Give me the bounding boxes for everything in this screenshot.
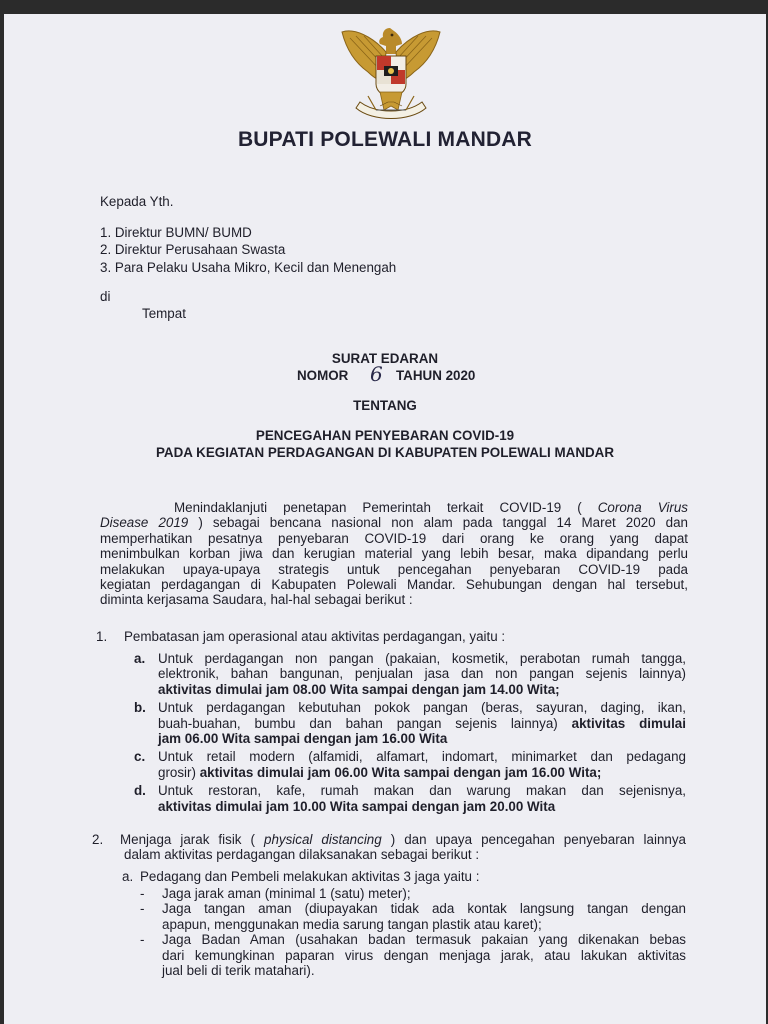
dash-line: jual beli di terik matahari).: [162, 963, 315, 979]
recipient-item: 1. Direktur BUMN/ BUMD: [100, 225, 252, 240]
sub-item-line: Untuk perdagangan kebutuhan pokok pangan (beras, sayuran, daging, ikan,: [158, 700, 686, 716]
sub-item-label: a.: [134, 651, 146, 666]
recipient-item: 3. Para Pelaku Usaha Mikro, Kecil dan Menengah: [100, 260, 397, 275]
paragraph-line: diminta kerjasama Saudara, hal-hal sebagai berikut :: [100, 592, 413, 608]
sub-item-label: c.: [134, 749, 146, 765]
dash-line: dari kemungkinan paparan virus dengan menjaga jarak, atau lakukan aktivitas: [162, 947, 686, 963]
sub-item-d: [134, 783, 686, 814]
garuda-emblem-icon: [336, 18, 446, 124]
dash-line: Jaga Badan Aman (usahakan badan termasuk pakaian yang dikenakan bebas: [162, 932, 686, 948]
sub-item-bold-line: jam 06.00 Wita sampai dengan jam 16.00 Wita: [158, 731, 448, 747]
dash-list: [140, 886, 686, 978]
sub-item-a-label: a.: [122, 869, 134, 884]
point-text: ) dan upaya pencegahan penyebaran lainnya: [390, 832, 686, 847]
paragraph-italic: Disease 2019: [100, 515, 189, 531]
paragraph-line: menimbulkan korban jiwa dan kerugian material yang lebih besar, maka dipandang perlu: [100, 546, 688, 562]
dash-bullet: -: [140, 932, 145, 948]
subject-line: PADA KEGIATAN PERDAGANGAN DI KABUPATEN POLEWALI MANDAR: [156, 445, 614, 460]
sub-item-text: buah-buahan, bumbu dan bahan pangan sejenis lainnya): [158, 715, 558, 731]
letter-title: BUPATI POLEWALI MANDAR: [237, 128, 533, 151]
dash-bullet: -: [140, 901, 145, 917]
point-line: dalam aktivitas perdagangan dilaksanakan sebagai berikut :: [124, 847, 480, 863]
sub-item-bold-line: aktivitas dimulai jam 08.00 Wita sampai dengan jam 14.00 Wita;: [158, 681, 560, 697]
sub-item-line: Untuk restoran, kafe, rumah makan dan warung makan dan sejenisnya,: [158, 783, 686, 799]
sub-item-line: elektronik, bahan bangunan, penjualan jasa dan non pangan sejenis lainnya): [158, 666, 686, 682]
paragraph-text: Menindaklanjuti penetapan Pemerintah terkait COVID-19 (: [174, 500, 582, 515]
dash-line: Jaga jarak aman (minimal 1 (satu) meter);: [162, 886, 411, 901]
paragraph-line: kegiatan perdagangan di Kabupaten Polewali Mandar. Sehubungan dengan hal tersebut,: [100, 577, 688, 593]
address-tempat: Tempat: [142, 306, 186, 321]
dash-item: [140, 932, 686, 978]
sub-item-a: [134, 651, 686, 697]
recipient-item: 2. Direktur Perusahaan Swasta: [100, 242, 286, 257]
sub-item-a-text: Pedagang dan Pembeli melakukan aktivitas 3 jaga yaitu :: [140, 869, 480, 884]
sub-item-line: Untuk retail modern (alfamidi, alfamart, indomart, minimarket dan pedagang: [158, 749, 686, 765]
paragraph-line: melakukan upaya-upaya strategis untuk pencegahan penyebaran COVID-19 pada: [100, 561, 688, 577]
point-title: Pembatasan jam operasional atau aktivitas perdagangan, yaitu :: [124, 629, 506, 644]
sub-items-list: [134, 651, 686, 814]
sub-item-line: Untuk perdagangan non pangan (pakaian, kosmetik, perabotan rumah tangga,: [158, 651, 686, 666]
address-di: di: [100, 289, 111, 304]
paragraph-line: memperhatikan pesatnya penyebaran COVID-19 dari orang ke orang yang dapat: [100, 530, 688, 546]
dash-bullet: -: [140, 886, 145, 901]
dash-item: [140, 886, 686, 901]
sub-item-bold: aktivitas dimulai: [571, 715, 686, 731]
nomor-label: NOMOR: [297, 368, 349, 383]
dash-line: apapun, menggunakan media sarung tangan plastik atau karet);: [162, 916, 542, 932]
point-number: 2.: [92, 832, 104, 847]
sub-item-c: [134, 749, 686, 780]
paragraph-italic: Corona Virus: [597, 500, 688, 515]
sub-item-bold-line: aktivitas dimulai jam 10.00 Wita sampai dengan jam 20.00 Wita: [158, 798, 556, 814]
subject-line: PENCEGAHAN PENYEBARAN COVID-19: [255, 428, 515, 443]
salutation: Kepada Yth.: [100, 194, 174, 209]
point-number: 1.: [96, 629, 108, 644]
point-2-text: [120, 832, 686, 863]
point-italic: physical distancing: [264, 832, 382, 847]
dash-item: [140, 901, 686, 932]
opening-paragraph: [100, 500, 688, 608]
tentang-label: TENTANG: [353, 398, 417, 413]
sub-item-text: grosir): [158, 764, 196, 780]
document-type: SURAT EDARAN: [331, 351, 439, 366]
sub-item-b: [134, 700, 686, 746]
dash-line: Jaga tangan aman (diupayakan tidak ada kontak langsung tangan dengan: [162, 901, 686, 917]
document-page: [4, 14, 766, 1024]
sub-item-bold: aktivitas dimulai jam 06.00 Wita sampai dengan jam 16.00 Wita;: [199, 764, 602, 780]
tahun-label: TAHUN 2020: [396, 368, 476, 383]
point-text: Menjaga jarak fisik (: [120, 832, 255, 847]
paragraph-text: ) sebagai bencana nasional non alam pada tanggal 14 Maret 2020 dan: [198, 515, 688, 531]
sub-item-label: d.: [134, 783, 146, 799]
sub-item-label: b.: [134, 700, 146, 716]
handwritten-number: 6: [370, 362, 383, 386]
